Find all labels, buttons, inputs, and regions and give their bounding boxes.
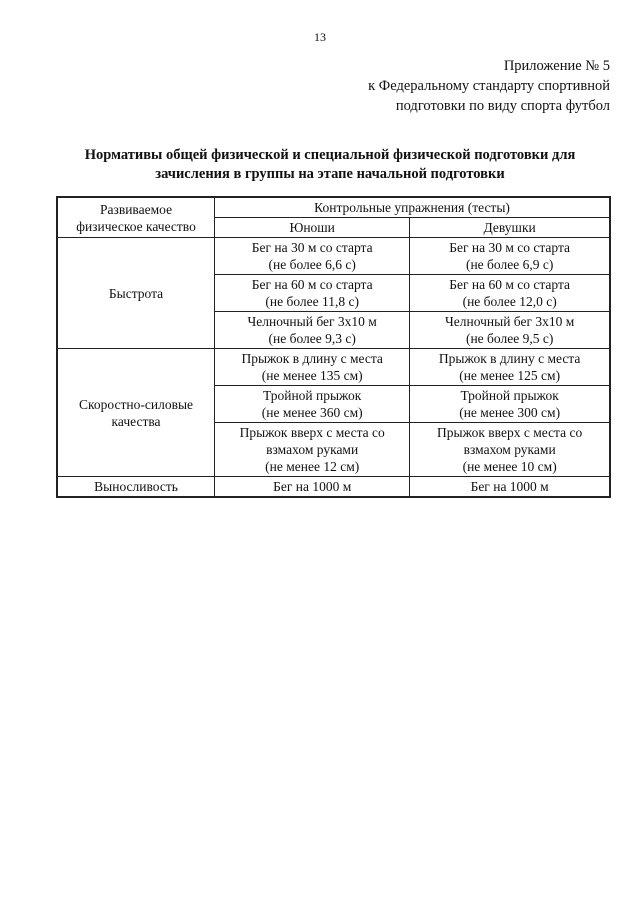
cell-line: Бег на 30 м со старта bbox=[449, 240, 571, 255]
cell-boys bbox=[215, 423, 410, 477]
cell-boys bbox=[215, 349, 410, 386]
cell-line: Тройной прыжок bbox=[262, 388, 362, 403]
cell-line: (не более 6,6 с) bbox=[268, 257, 356, 272]
cell-girls bbox=[410, 349, 610, 386]
document-title bbox=[40, 146, 620, 184]
cell-girls bbox=[410, 238, 610, 275]
table-row bbox=[57, 477, 610, 498]
cell-girls bbox=[410, 423, 610, 477]
cell-boys bbox=[215, 477, 410, 498]
quality-speed-strength bbox=[57, 349, 215, 477]
title-line-2: зачисления в группы на этапе начальной подготовки bbox=[155, 166, 505, 182]
cell-line: Бег на 30 м со старта bbox=[251, 240, 373, 255]
appendix-line-2: к Федеральному стандарту спортивной bbox=[368, 78, 610, 94]
cell-girls bbox=[410, 477, 610, 498]
cell-line: (не менее 360 см) bbox=[261, 405, 363, 420]
header-girls: Девушки bbox=[410, 218, 610, 238]
header-tests: Контрольные упражнения (тесты) bbox=[215, 197, 610, 218]
cell-girls bbox=[410, 312, 610, 349]
cell-line: (не менее 12 см) bbox=[265, 459, 360, 474]
cell-boys bbox=[215, 275, 410, 312]
cell-boys bbox=[215, 386, 410, 423]
table-row bbox=[57, 238, 610, 275]
cell-line: (не более 9,3 с) bbox=[268, 331, 356, 346]
cell-line: (не менее 135 см) bbox=[261, 368, 363, 383]
quality-line-1: Скоростно-силовые bbox=[79, 396, 194, 412]
quality-line-2: качества bbox=[111, 413, 161, 429]
cell-line: Челночный бег 3x10 м bbox=[444, 314, 575, 329]
cell-line: Бег на 60 м со старта bbox=[449, 277, 571, 292]
appendix-line-1: Приложение № 5 bbox=[503, 58, 610, 74]
cell-line: (не менее 125 см) bbox=[459, 368, 561, 383]
cell-line: (не менее 10 см) bbox=[462, 459, 557, 474]
cell-line: Бег на 1000 м bbox=[273, 479, 352, 494]
cell-line: Челночный бег 3x10 м bbox=[247, 314, 377, 329]
cell-line: взмахом руками bbox=[463, 442, 556, 457]
appendix-line-3: подготовки по виду спорта футбол bbox=[395, 98, 610, 114]
header-quality-line-1: Развиваемое bbox=[100, 201, 173, 217]
header-quality-line-2: физическое качество bbox=[76, 218, 196, 234]
cell-line: взмахом руками bbox=[266, 442, 359, 457]
quality-endurance: Выносливость bbox=[57, 477, 215, 498]
cell-line: (не более 12,0 с) bbox=[462, 294, 557, 309]
norms-table bbox=[56, 196, 611, 498]
cell-line: (не более 11,8 с) bbox=[265, 294, 359, 309]
cell-line: (не более 9,5 с) bbox=[465, 331, 554, 346]
header-boys: Юноши bbox=[215, 218, 410, 238]
cell-line: Тройной прыжок bbox=[460, 388, 559, 403]
table-row bbox=[57, 349, 610, 386]
header-quality bbox=[57, 197, 215, 238]
cell-boys bbox=[215, 312, 410, 349]
appendix-header bbox=[280, 56, 610, 116]
cell-line: Прыжок вверх с места со bbox=[239, 425, 385, 440]
cell-line: Прыжок в длину с места bbox=[241, 351, 383, 366]
cell-girls bbox=[410, 275, 610, 312]
quality-speed: Быстрота bbox=[57, 238, 215, 349]
cell-line: Прыжок в длину с места bbox=[438, 351, 581, 366]
cell-line: (не более 6,9 с) bbox=[465, 257, 554, 272]
cell-girls bbox=[410, 386, 610, 423]
cell-line: Бег на 1000 м bbox=[470, 479, 549, 494]
cell-line: Прыжок вверх с места со bbox=[437, 425, 583, 440]
cell-line: (не менее 300 см) bbox=[459, 405, 561, 420]
page-number: 13 bbox=[314, 30, 326, 44]
cell-boys bbox=[215, 238, 410, 275]
cell-line: Бег на 60 м со старта bbox=[251, 277, 373, 292]
title-line-1: Нормативы общей физической и специальной физической подготовки для bbox=[84, 147, 576, 163]
table-header-row bbox=[57, 197, 610, 218]
